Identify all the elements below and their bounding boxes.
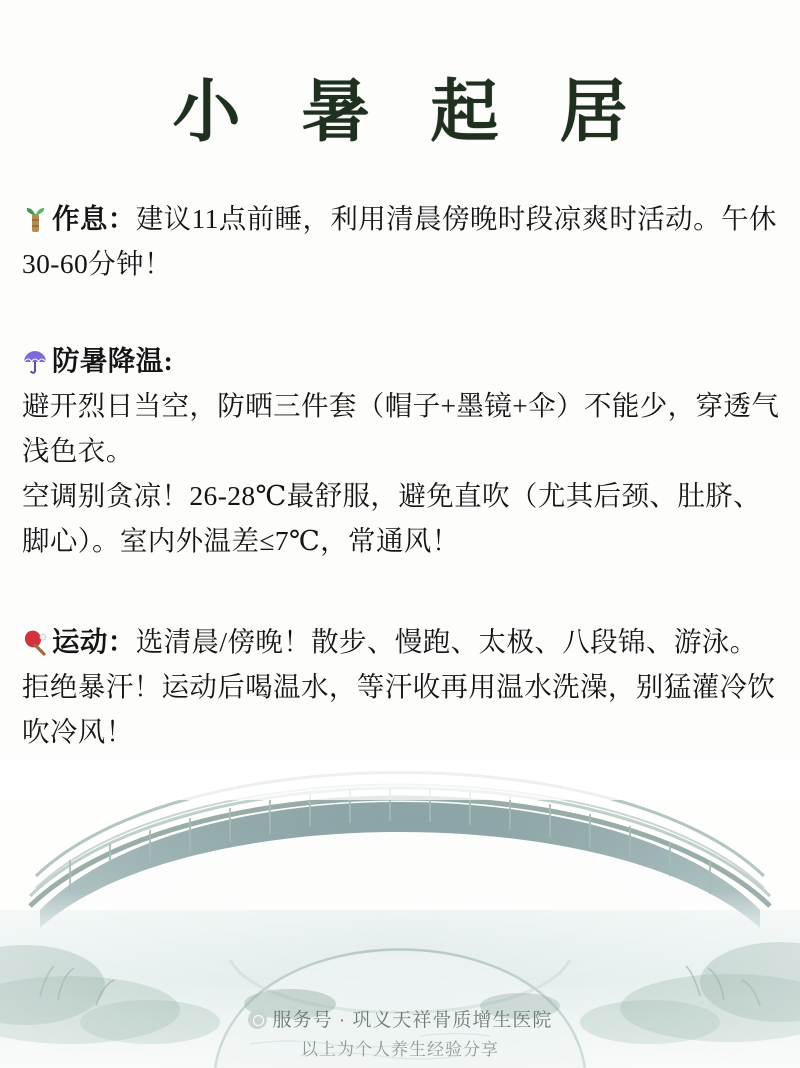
watermark-logo-icon [248,1010,267,1029]
section-schedule-content: 建议11点前睡，利用清晨傍晚时段凉爽时活动。午休30-60分钟！ [22,203,777,279]
watermark [0,1005,800,1032]
section-heat-heading: 防暑降温: [52,345,174,376]
umbrella-icon [22,344,48,372]
section-exercise [22,619,780,754]
page-title: 小 暑 起 居 [172,74,650,150]
bamboo-icon [22,202,48,230]
section-exercise-content: 选清晨/傍晚！散步、慢跑、太极、八段锦、游泳。拒绝暴汗！运动后喝温水，等汗收再用温水洗澡，别猛灌冷饮吹冷风！ [22,626,776,747]
ping-pong-icon [22,625,48,653]
section-schedule [22,196,780,286]
spacer [22,308,780,338]
section-exercise-heading: 运动： [52,626,136,657]
ink-wash-bridge-illustration [0,760,800,1068]
section-heat-prevention [22,338,780,563]
section-heat-line-1: 避开烈日当空，防晒三件套（帽子+墨镜+伞）不能少，穿透气浅色衣。 [22,390,780,466]
section-schedule-text [22,196,780,286]
section-heat-heading-row [22,338,780,383]
section-exercise-text [22,619,780,754]
article-body [22,196,780,776]
section-schedule-heading: 作息： [52,203,136,234]
section-heat-line-2: 空调别贪凉！26-28℃最舒服，避免直吹（尤其后颈、肚脐、脚心）。室内外温差≤7℃，常通风！ [22,480,762,556]
spacer [22,585,780,619]
footnote: 以上为个人养生经验分享 [301,1040,499,1059]
watermark-text: 服务号 · 巩义天祥骨质增生医院 [272,1010,553,1031]
